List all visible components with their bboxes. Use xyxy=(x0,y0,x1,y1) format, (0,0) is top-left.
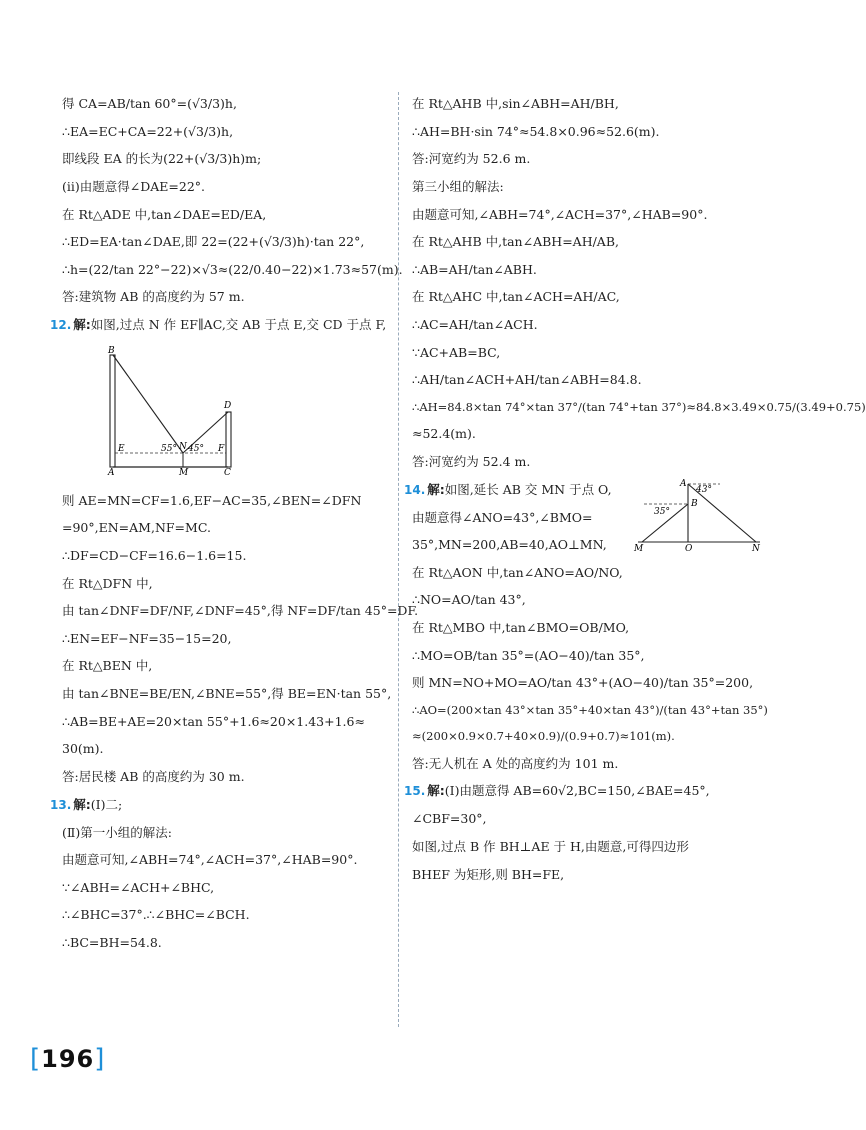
text-line: ∴AO=(200×tan 43°×tan 35°+40×tan 43°)/(tan 43°+tan 35°) xyxy=(412,702,768,717)
text-line: ∴AC=AH/tan∠ACH. xyxy=(412,317,538,332)
text-line: 由题意可知,∠ABH=74°,∠ACH=37°,∠HAB=90°. xyxy=(62,852,358,868)
label-b: B xyxy=(691,498,698,509)
text-line: ∴∠BHC=37°.∴∠BHC=∠BCH. xyxy=(62,907,250,923)
text-line: 即线段 EA 的长为(22+(√3/3)h)m; xyxy=(62,151,262,167)
label-c: C xyxy=(224,468,231,478)
label-o: O xyxy=(685,543,693,554)
label-m: M xyxy=(179,468,189,478)
text-line: 如图,过点 N 作 EF∥AC,交 AB 于点 E,交 CD 于点 F, xyxy=(90,317,387,332)
text-line: ∴h=(22/tan 22°−22)×√3≈(22/0.40−22)×1.73≈57(m). xyxy=(62,261,403,277)
building-cd xyxy=(226,412,231,467)
solution-label: 解: xyxy=(73,317,91,332)
text-line: 35°,MN=200,AB=40,AO⊥MN, xyxy=(412,537,607,553)
text-line: ∴AB=BE+AE=20×tan 55°+1.6≈20×1.43+1.6≈ xyxy=(62,713,365,729)
text-line: ∴MO=OB/tan 35°=(AO−40)/tan 35°, xyxy=(412,647,645,663)
problem-13-header xyxy=(50,791,393,819)
label-a: A xyxy=(108,468,115,478)
text-line: ∴NO=AO/tan 43°, xyxy=(412,592,526,608)
text-line: ∴AB=AH/tan∠ABH. xyxy=(412,261,537,277)
text-line: 在 Rt△AON 中,tan∠ANO=AO/NO, xyxy=(412,564,623,580)
text-line: 如图,延长 AB 交 MN 于点 O, xyxy=(444,481,612,497)
problem-number: 14. xyxy=(404,482,426,497)
text-line: 在 Rt△AHC 中,tan∠ACH=AH/AC, xyxy=(412,289,620,305)
problem-12-header xyxy=(50,311,393,339)
problem-number: 12. xyxy=(50,318,72,332)
text-line: ∴AH/tan∠ACH+AH/tan∠ABH=84.8. xyxy=(412,372,642,388)
text-line: ∴EN=EF−NF=35−15=20, xyxy=(62,630,232,646)
text-line: ∴BC=BH=54.8. xyxy=(62,935,162,950)
text-line: 在 Rt△MBO 中,tan∠BMO=OB/MO, xyxy=(412,620,630,635)
text-line: 由题意得∠ANO=43°,∠BMO= xyxy=(412,509,593,525)
text-line: ∴DF=CD−CF=16.6−1.6=15. xyxy=(62,547,247,563)
text-line: ∵∠ABH=∠ACH+∠BHC, xyxy=(62,879,215,895)
problem-number: 15. xyxy=(404,784,426,799)
label-f: F xyxy=(218,444,225,454)
text-line: (ⅱ)由题意得∠DAE=22°. xyxy=(62,178,205,194)
text-line: 答:河宽约为 52.4 m. xyxy=(412,453,531,469)
figure-building-diagram xyxy=(58,345,393,479)
bracket-left: [ xyxy=(30,1044,42,1074)
text-line: 在 Rt△AHB 中,tan∠ABH=AH/AB, xyxy=(412,234,619,250)
label-d: D xyxy=(224,401,232,411)
text-line: 答:居民楼 AB 的高度约为 30 m. xyxy=(62,768,245,784)
label-n: N xyxy=(179,442,187,452)
problem-15-header xyxy=(404,777,757,805)
text-line: ≈52.4(m). xyxy=(412,426,476,442)
text-line: 则 AE=MN=CF=1.6,EF−AC=35,∠BEN=∠DFN xyxy=(62,492,362,508)
left-column xyxy=(50,90,419,957)
text-line: (Ⅰ)由题意得 AB=60√2,BC=150,∠BAE=45°, xyxy=(444,783,710,799)
solution-label: 解: xyxy=(427,481,445,497)
text-line: 在 Rt△AHB 中,sin∠ABH=AH/BH, xyxy=(412,96,619,111)
text-line: 在 Rt△BEN 中, xyxy=(62,658,153,674)
text-line: 由题意可知,∠ABH=74°,∠ACH=37°,∠HAB=90°. xyxy=(412,206,708,222)
text-line: (Ⅰ)二; xyxy=(90,796,123,812)
bracket-right: ] xyxy=(94,1044,106,1074)
text-line: 如图,过点 B 作 BH⊥AE 于 H,由题意,可得四边形 xyxy=(412,838,689,854)
text-line: ∵AC+AB=BC, xyxy=(412,344,501,360)
text-line: BHEF 为矩形,则 BH=FE, xyxy=(412,866,565,882)
solution-label: 解: xyxy=(427,783,445,799)
page-number xyxy=(30,1044,105,1074)
text-line: 第三小组的解法: xyxy=(412,178,504,194)
text-line: 在 Rt△ADE 中,tan∠DAE=ED/EA, xyxy=(62,206,267,222)
label-n: N xyxy=(752,543,760,554)
problem-14-block xyxy=(404,476,760,559)
label-b: B xyxy=(108,346,115,356)
text-line: (Ⅱ)第一小组的解法: xyxy=(62,824,172,840)
diagram-14 xyxy=(630,478,765,553)
page-number-value: 196 xyxy=(41,1045,95,1073)
right-column xyxy=(404,90,866,888)
text-line: 答:建筑物 AB 的高度约为 57 m. xyxy=(62,289,245,305)
text-line: 得 CA=AB/tan 60°=(√3/3)h, xyxy=(62,96,237,111)
angle-35: 35° xyxy=(654,506,670,517)
text-line: 答:无人机在 A 处的高度约为 101 m. xyxy=(412,755,619,771)
text-line: 30(m). xyxy=(62,741,104,757)
problem-number: 13. xyxy=(50,797,72,812)
diagram-12 xyxy=(58,345,232,478)
text-line: =90°,EN=AM,NF=MC. xyxy=(62,520,211,536)
label-m: M xyxy=(634,543,644,554)
text-line: 由 tan∠BNE=BE/EN,∠BNE=55°,得 BE=EN·tan 55°, xyxy=(62,686,392,701)
building-ab xyxy=(110,355,115,467)
text-line: 答:河宽约为 52.6 m. xyxy=(412,151,531,167)
text-line: 由 tan∠DNF=DF/NF,∠DNF=45°,得 NF=DF/tan 45°=DF. xyxy=(62,603,419,619)
label-a: A xyxy=(680,478,687,489)
text-line: ∴AH=84.8×tan 74°×tan 37°/(tan 74°+tan 37°)≈84.8×3.49×0.75/(3.49+0.75) xyxy=(412,399,866,414)
text-line: ∴AH=BH·sin 74°≈54.8×0.96≈52.6(m). xyxy=(412,123,660,139)
text-line: ∴ED=EA·tan∠DAE,即 22=(22+(√3/3)h)·tan 22°, xyxy=(62,234,365,250)
text-line: 在 Rt△DFN 中, xyxy=(62,575,153,591)
text-line: 则 MN=NO+MO=AO/tan 43°+(AO−40)/tan 35°=200, xyxy=(412,675,754,691)
text-line: ∴EA=EC+CA=22+(√3/3)h, xyxy=(62,123,234,139)
text-line: ≈(200×0.9×0.7+40×0.9)/(0.9+0.7)≈101(m). xyxy=(412,729,675,744)
solution-label: 解: xyxy=(73,796,91,812)
label-e: E xyxy=(118,444,125,454)
angle-45: 45° xyxy=(188,444,204,454)
column-divider xyxy=(398,92,399,1027)
text-line: ∠CBF=30°, xyxy=(412,811,487,827)
angle-55: 55° xyxy=(161,444,177,454)
angle-43: 43° xyxy=(696,484,712,495)
